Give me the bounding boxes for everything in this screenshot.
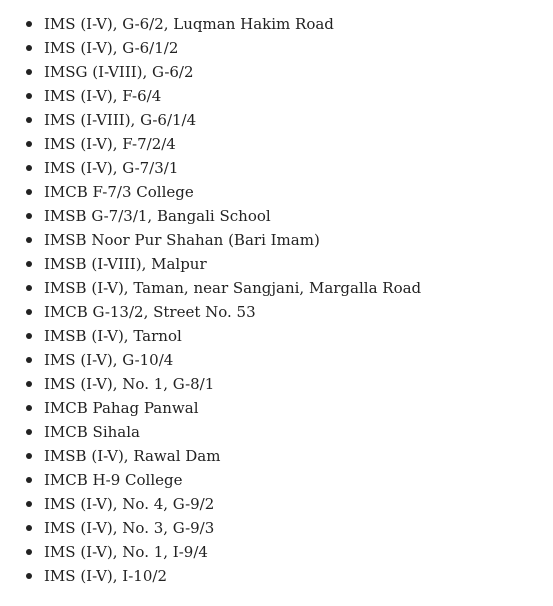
bullet-icon: [26, 549, 32, 555]
school-list: [0, 12, 553, 588]
list-item: [0, 252, 553, 276]
school-name: IMSB Noor Pur Shahan (Bari Imam): [44, 231, 320, 249]
bullet-icon: [26, 285, 32, 291]
bullet-icon: [26, 93, 32, 99]
school-name: IMCB H-9 College: [44, 471, 183, 489]
school-name: IMSB (I-VIII), Malpur: [44, 255, 207, 273]
list-item: [0, 444, 553, 468]
bullet-icon: [26, 573, 32, 579]
school-name: IMSB G-7/3/1, Bangali School: [44, 207, 271, 225]
school-name: IMS (I-V), I-10/2: [44, 567, 167, 585]
school-name: IMCB Pahag Panwal: [44, 399, 199, 417]
list-item: [0, 156, 553, 180]
school-name: IMCB Sihala: [44, 423, 140, 441]
list-item: [0, 228, 553, 252]
school-name: IMSG (I-VIII), G-6/2: [44, 63, 194, 81]
list-item: [0, 180, 553, 204]
list-item: [0, 564, 553, 588]
bullet-icon: [26, 45, 32, 51]
school-name: IMCB G-13/2, Street No. 53: [44, 303, 256, 321]
bullet-icon: [26, 165, 32, 171]
bullet-icon: [26, 237, 32, 243]
list-item: [0, 300, 553, 324]
list-item: [0, 132, 553, 156]
bullet-icon: [26, 189, 32, 195]
list-item: [0, 492, 553, 516]
list-item: [0, 108, 553, 132]
list-item: [0, 372, 553, 396]
bullet-icon: [26, 405, 32, 411]
bullet-icon: [26, 357, 32, 363]
bullet-icon: [26, 117, 32, 123]
bullet-icon: [26, 501, 32, 507]
bullet-icon: [26, 453, 32, 459]
bullet-icon: [26, 261, 32, 267]
bullet-icon: [26, 429, 32, 435]
bullet-icon: [26, 141, 32, 147]
bullet-icon: [26, 381, 32, 387]
bullet-icon: [26, 69, 32, 75]
list-item: [0, 420, 553, 444]
school-name: IMS (I-V), G-6/2, Luqman Hakim Road: [44, 15, 334, 33]
list-item: [0, 348, 553, 372]
bullet-icon: [26, 309, 32, 315]
bullet-icon: [26, 213, 32, 219]
school-name: IMSB (I-V), Tarnol: [44, 327, 182, 345]
school-name: IMS (I-V), G-10/4: [44, 351, 174, 369]
school-name: IMS (I-V), F-6/4: [44, 87, 162, 105]
school-name: IMS (I-VIII), G-6/1/4: [44, 111, 197, 129]
school-name: IMSB (I-V), Rawal Dam: [44, 447, 221, 465]
school-name: IMS (I-V), No. 4, G-9/2: [44, 495, 215, 513]
bullet-icon: [26, 477, 32, 483]
list-item: [0, 540, 553, 564]
school-name: IMSB (I-V), Taman, near Sangjani, Margalla Road: [44, 279, 422, 297]
list-item: [0, 84, 553, 108]
list-item: [0, 396, 553, 420]
list-item: [0, 12, 553, 36]
school-name: IMCB F-7/3 College: [44, 183, 194, 201]
bullet-icon: [26, 333, 32, 339]
school-name: IMS (I-V), No. 3, G-9/3: [44, 519, 215, 537]
list-item: [0, 60, 553, 84]
list-item: [0, 516, 553, 540]
school-name: IMS (I-V), No. 1, I-9/4: [44, 543, 208, 561]
school-name: IMS (I-V), G-6/1/2: [44, 39, 179, 57]
list-item: [0, 324, 553, 348]
bullet-icon: [26, 525, 32, 531]
list-item: [0, 468, 553, 492]
school-name: IMS (I-V), G-7/3/1: [44, 159, 179, 177]
bullet-icon: [26, 21, 32, 27]
school-name: IMS (I-V), F-7/2/4: [44, 135, 176, 153]
list-item: [0, 276, 553, 300]
list-item: [0, 204, 553, 228]
school-name: IMS (I-V), No. 1, G-8/1: [44, 375, 215, 393]
list-item: [0, 36, 553, 60]
